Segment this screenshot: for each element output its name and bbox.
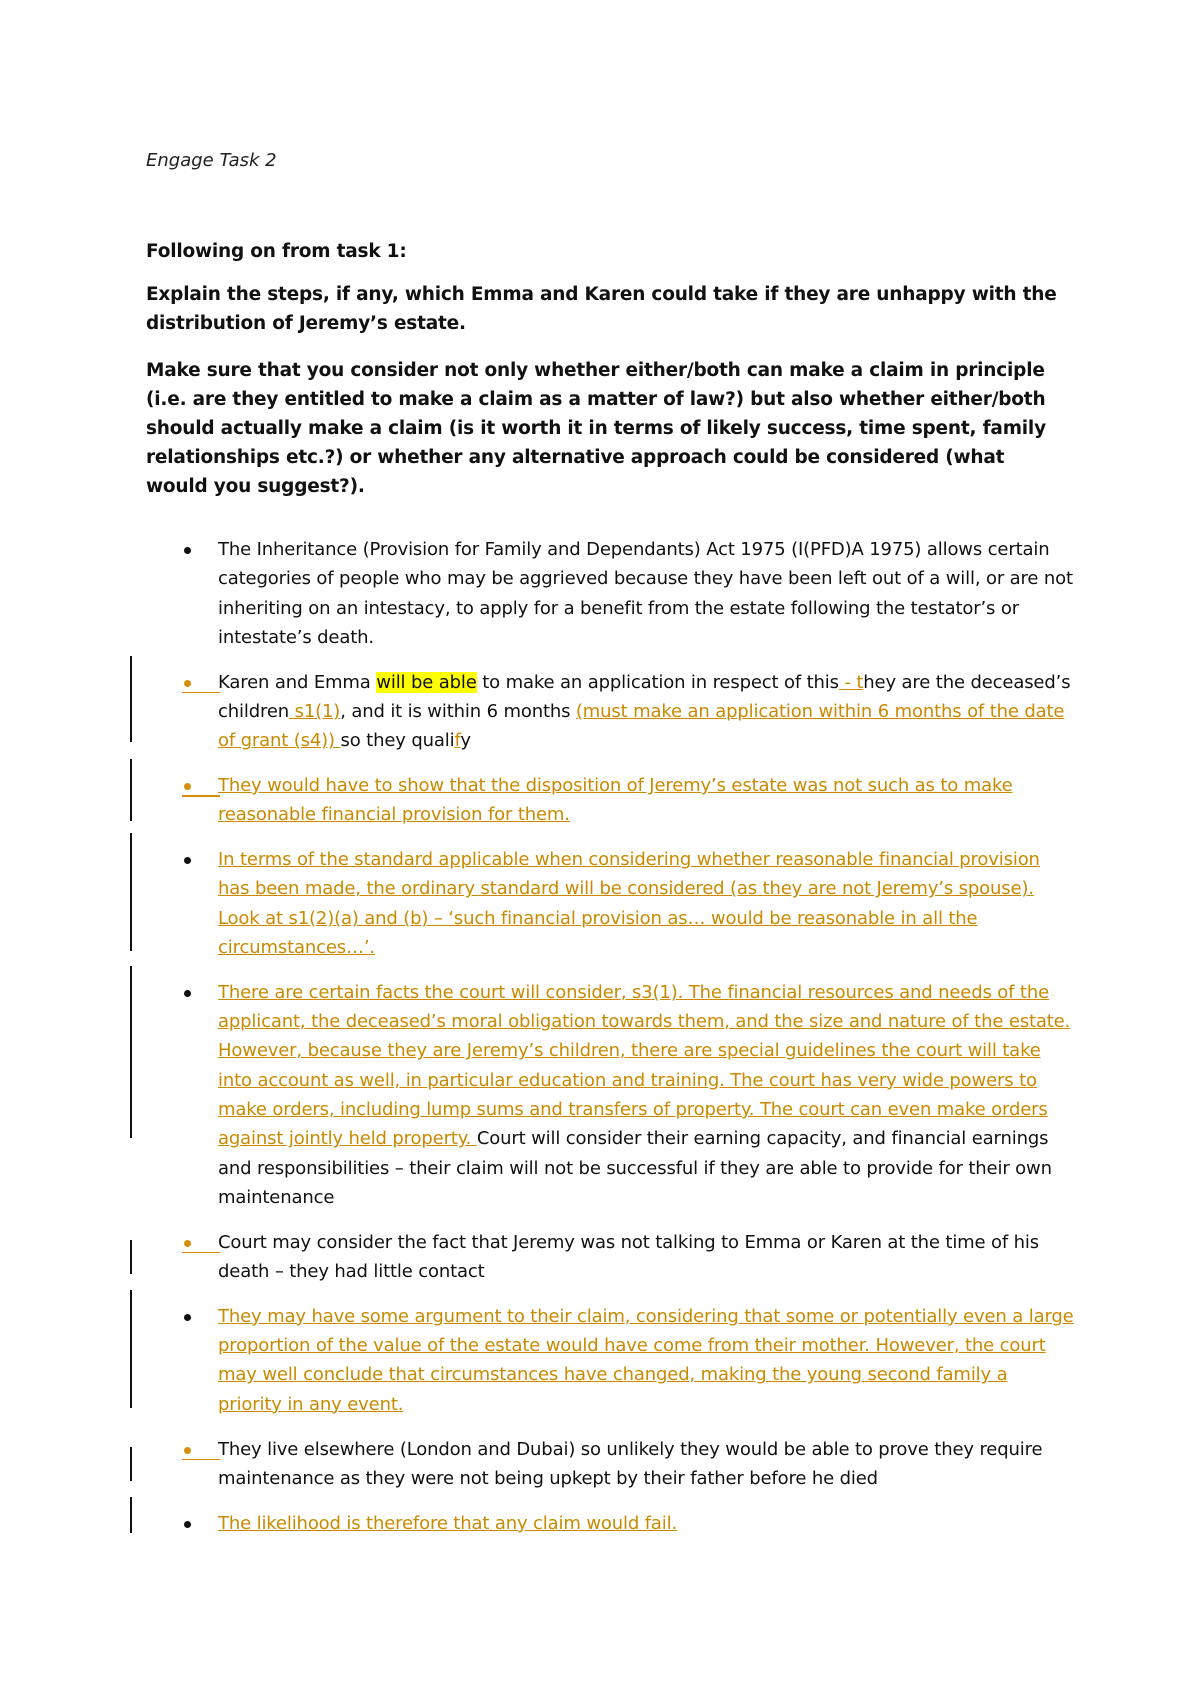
list-item xyxy=(146,1435,1076,1494)
bullet-text-part: so they quali xyxy=(340,730,455,752)
bullet-text-part: Karen and Emma xyxy=(218,671,377,693)
tracked-insertion: (must make an application within 6 months of the date of grant (s4)) xyxy=(218,700,1065,752)
tracked-insertion: s1(1) xyxy=(289,700,341,722)
heading-make-sure: Make sure that you consider not only whether either/both can make a claim in principle (i.e. are they entitled to make a claim as a matter of law?) but also whether either/both should actually make a claim (is it worth it in terms of likely success, time spent, family relationships etc.?) or whether any alternative approach could be considered (what would you suggest?). xyxy=(146,360,1046,497)
bullet-text: Court may consider the fact that Jeremy was not talking to Emma or Karen at the time of his death – they had little contact xyxy=(218,1231,1040,1283)
tracked-insertion: f xyxy=(454,730,461,752)
heading-following-on: Following on from task 1: xyxy=(146,241,407,262)
change-bar xyxy=(130,1497,132,1533)
document-title: Engage Task 2 xyxy=(146,150,277,171)
list-item xyxy=(146,771,1076,830)
list-item xyxy=(146,535,1076,652)
bullet-list xyxy=(146,535,1076,1553)
bullet-text: The Inheritance (Provision for Family and Dependants) Act 1975 (I(PFD)A 1975) allows certain categories of people who may be aggrieved because they have been left out of a will, or are not inheriting on an intestacy, to apply for a benefit from the estate following the testator’s or intestate’s death. xyxy=(218,539,1073,648)
change-bar xyxy=(130,1447,132,1481)
bullet-text-part: hey are the deceased’s children xyxy=(218,671,1071,722)
tracked-insertion: - t xyxy=(838,671,864,693)
tracked-insertion: The likelihood is therefore that any claim would fail. xyxy=(218,1512,678,1534)
change-bar xyxy=(130,966,132,1138)
tracked-insertion: There are certain facts the court will consider, s3(1). The financial resources and needs of the applicant, the deceased’s moral obligation towards them, and the size and nature of the estate. However, because they are Jeremy’s children, there are special guidelines the court will take into account as well, in particular education and training. The court has very wide powers to make orders, including lump sums and transfers of property. The court can even make orders against jointly held property. xyxy=(218,981,1071,1150)
change-bar xyxy=(130,833,132,951)
list-item xyxy=(146,1228,1076,1287)
bullet-text-part: y xyxy=(460,730,471,752)
list-item xyxy=(146,845,1076,962)
heading-explain-steps: Explain the steps, if any, which Emma and Karen could take if they are unhappy with the distribution of Jeremy’s estate. xyxy=(146,284,1057,334)
change-bar xyxy=(130,759,132,821)
bullet-text-part: , and it is within 6 months xyxy=(340,700,576,722)
change-bar xyxy=(130,656,132,742)
tracked-insertion: In terms of the standard applicable when considering whether reasonable financial provision has been made, the ordinary standard will be considered (as they are not Jeremy’s spouse). Look at s1(2)(a) and (b) – ‘such financial provision as… would be reasonable in all the circumstances…’. xyxy=(218,849,1040,959)
bullet-text-part: Court will consider their earning capacity, and financial earnings and responsibilities – their claim will not be successful if they are able to provide for their own maintenance xyxy=(218,1128,1052,1208)
change-bar xyxy=(130,1240,132,1274)
bullet-text-part: to make an application in respect of this xyxy=(476,671,839,693)
tracked-insertion: They may have some argument to their claim, considering that some or potentially even a large proportion of the value of the estate would have come from their mother. However, the court may well conclude that circumstances have changed, making the young second family a priority in any event. xyxy=(218,1305,1074,1415)
bullet-text: They live elsewhere (London and Dubai) so unlikely they would be able to prove they require maintenance as they were not being upkept by their father before he died xyxy=(218,1438,1043,1489)
tracked-insertion: They would have to show that the disposition of Jeremy’s estate was not such as to make reasonable financial provision for them. xyxy=(218,775,1013,826)
list-item xyxy=(146,1302,1076,1419)
list-item xyxy=(146,668,1076,756)
change-bar xyxy=(130,1290,132,1408)
highlighted-text: will be able xyxy=(376,671,477,693)
list-item xyxy=(146,1509,1076,1538)
list-item xyxy=(146,978,1076,1212)
